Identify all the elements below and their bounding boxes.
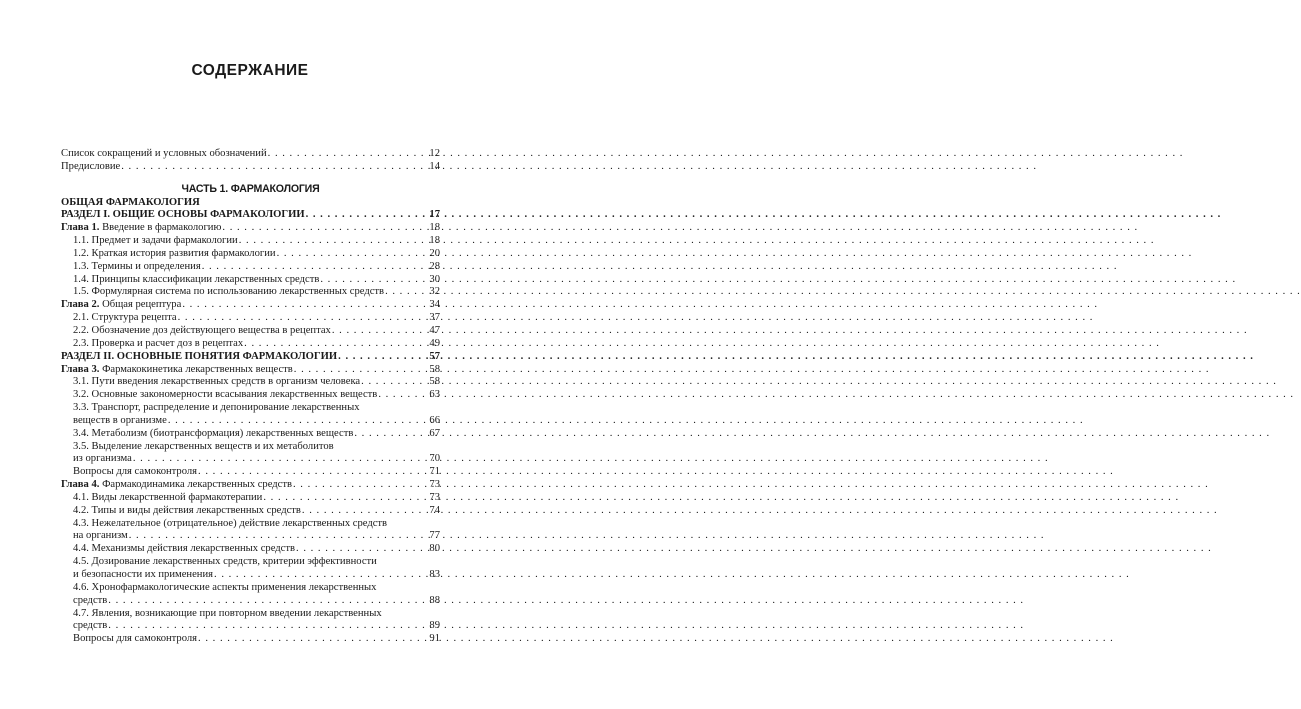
- toc-entry-line: 4.3. Нежелательное (отрицательное) действие лекарственных средств: [73, 517, 388, 529]
- toc-page-number: 28: [429, 260, 440, 272]
- toc-page-number: 67: [429, 427, 440, 439]
- toc-entry-text: Предисловие: [61, 160, 121, 172]
- toc-chapter-3[interactable]: [61, 364, 440, 377]
- toc-page-number: 34: [429, 299, 440, 311]
- leader-dots: [385, 286, 428, 299]
- toc-page-number: 49: [429, 337, 440, 349]
- toc-entry[interactable]: [61, 415, 440, 428]
- toc-entry-text: средств: [73, 594, 108, 606]
- chapter-label: Глава 3.: [61, 363, 100, 375]
- toc-page-number: 18: [429, 222, 440, 234]
- toc-chapter-1[interactable]: [61, 222, 440, 235]
- chapter-label: Глава 4.: [61, 479, 100, 491]
- toc-entry-text: 4.1. Виды лекарственной фармакотерапии: [73, 491, 263, 503]
- toc-entry-text: средств: [73, 620, 108, 632]
- toc-entry-text: 2.2. Обозначение доз действующего вещества в рецептах: [73, 324, 331, 336]
- toc-page-number: 74: [429, 504, 440, 516]
- toc-page-number: 17: [429, 209, 440, 221]
- leader-dots: [133, 453, 429, 466]
- toc-entry-line: 3.3. Транспорт, распределение и депонирование лекарственных: [73, 402, 360, 414]
- toc-entry-text: 1.3. Термины и определения: [73, 260, 201, 272]
- toc-entry-text: 2.1. Структура рецепта: [73, 312, 177, 324]
- toc-entry[interactable]: [61, 325, 440, 338]
- toc-page-number: 57: [429, 350, 440, 362]
- toc-page-number: 58: [429, 376, 440, 388]
- leader-dots: [198, 466, 428, 479]
- toc-page-number: 66: [429, 414, 440, 426]
- general-heading: ОБЩАЯ ФАРМАКОЛОГИЯ: [61, 196, 200, 208]
- leader-dots: [239, 235, 429, 248]
- toc-entry-text: 2.3. Проверка и расчет доз в рецептах: [73, 337, 244, 349]
- toc-page-number: 32: [429, 286, 440, 298]
- toc-page-number: 63: [429, 389, 440, 401]
- toc-entry[interactable]: [61, 376, 440, 389]
- toc-entry-text: из организма: [73, 453, 132, 465]
- toc-entry-text: 3.4. Метаболизм (биотрансформация) лекарственных веществ: [73, 427, 354, 439]
- toc-page-number: 30: [429, 273, 440, 285]
- leader-dots: [129, 530, 429, 543]
- toc-entry-text: [61, 479, 292, 492]
- toc-entry-text: 1.5. Формулярная система по использованию лекарственных средств: [73, 286, 385, 298]
- toc-chapter-2[interactable]: [61, 299, 440, 312]
- toc-section-1[interactable]: [61, 209, 440, 222]
- leader-dots: [338, 351, 428, 364]
- leader-dots: [293, 479, 428, 492]
- toc-page-number: 71: [429, 466, 440, 478]
- toc-entry-text: 1.2. Краткая история развития фармакологии: [73, 247, 276, 259]
- toc-entry[interactable]: [61, 312, 440, 325]
- toc-entry-text: РАЗДЕЛ I. ОБЩИЕ ОСНОВЫ ФАРМАКОЛОГИИ: [61, 209, 305, 221]
- toc-page-number: 83: [429, 569, 440, 580]
- chapter-title: Фармакокинетика лекарственных веществ: [102, 363, 293, 375]
- leader-dots: [244, 338, 428, 351]
- toc-page-number: 47: [429, 324, 440, 336]
- toc-entry-text: 3.1. Пути введения лекарственных средств в организм человека: [73, 376, 361, 388]
- leader-dots: [332, 325, 429, 338]
- leader-dots: [121, 161, 428, 174]
- toc-chapter-4[interactable]: [61, 479, 440, 492]
- leader-dots: [263, 492, 428, 505]
- toc-entry-text: Список сокращений и условных обозначений: [61, 148, 267, 159]
- toc-page-number: 77: [429, 530, 440, 542]
- leader-dots: [378, 389, 428, 402]
- leader-dots: [168, 415, 429, 428]
- leader-dots: [361, 376, 428, 389]
- leader-dots: [214, 569, 428, 582]
- table-of-contents: [61, 148, 440, 646]
- toc-entry[interactable]: [61, 235, 440, 248]
- leader-dots: [354, 428, 428, 441]
- toc-entry[interactable]: [61, 505, 440, 518]
- leader-dots: [277, 248, 429, 261]
- chapter-title: Фармакодинамика лекарственных средств: [102, 479, 292, 491]
- leader-dots: [320, 274, 428, 287]
- toc-entry[interactable]: [61, 248, 440, 261]
- toc-entry-text: 1.1. Предмет и задачи фармакологии: [73, 235, 238, 247]
- leader-dots: [222, 222, 428, 235]
- toc-entry-text: 1.4. Принципы классификации лекарственных средств: [73, 273, 320, 285]
- toc-entry[interactable]: [61, 530, 440, 543]
- toc-entry[interactable]: [61, 453, 440, 466]
- toc-entry[interactable]: [61, 261, 440, 274]
- page-title: СОДЕРЖАНИЕ: [191, 62, 309, 79]
- leader-dots: [182, 299, 428, 312]
- toc-entry[interactable]: [61, 274, 440, 287]
- toc-page-number: 80: [429, 543, 440, 555]
- toc-entry-text: на организм: [73, 530, 128, 542]
- page: [0, 0, 500, 709]
- toc-entry-text: веществ в организме: [73, 414, 167, 426]
- toc-entry-text: 3.2. Основные закономерности всасывания лекарственных веществ: [73, 389, 378, 401]
- toc-entry[interactable]: [61, 620, 440, 633]
- part-heading: ЧАСТЬ 1. ФАРМАКОЛОГИЯ: [181, 182, 320, 195]
- toc-entry-text: [61, 299, 181, 312]
- toc-entry[interactable]: [61, 428, 440, 441]
- toc-entry[interactable]: [61, 569, 440, 582]
- leader-dots: [198, 633, 428, 646]
- toc-entry-text: РАЗДЕЛ II. ОСНОВНЫЕ ПОНЯТИЯ ФАРМАКОЛОГИИ: [61, 350, 338, 362]
- toc-page-number: 70: [429, 453, 440, 465]
- toc-page-number: 20: [429, 247, 440, 259]
- toc-entry[interactable]: [61, 492, 440, 505]
- toc-entry-preface[interactable]: [61, 161, 440, 174]
- toc-entry-text: Вопросы для самоконтроля: [73, 633, 198, 645]
- toc-page-number: 73: [429, 479, 440, 491]
- leader-dots: [178, 312, 429, 325]
- toc-entry-line: 4.6. Хронофармакологические аспекты применения лекарственных: [73, 581, 377, 593]
- toc-page-number: 14: [429, 160, 440, 172]
- toc-entry-line: 4.7. Явления, возникающие при повторном введении лекарственных: [73, 607, 382, 619]
- toc-page-number: 91: [429, 633, 440, 645]
- toc-page-number: 89: [429, 620, 440, 632]
- toc-entry-text: [61, 222, 221, 235]
- toc-entry-text: и безопасности их применения: [73, 569, 214, 580]
- toc-entry-text: Вопросы для самоконтроля: [73, 466, 198, 478]
- toc-entry-line: 4.5. Дозирование лекарственных средств, критерии эффективности: [73, 556, 377, 568]
- leader-dots: [108, 595, 428, 608]
- toc-page-number: 12: [429, 148, 440, 159]
- leader-dots: [202, 261, 429, 274]
- toc-entry-text: [61, 364, 293, 377]
- toc-entry-self-check[interactable]: [61, 466, 440, 479]
- toc-page-number: 37: [429, 312, 440, 324]
- toc-entry[interactable]: [61, 389, 440, 402]
- toc-entry[interactable]: [61, 543, 440, 556]
- toc-entry-self-check[interactable]: [61, 633, 440, 646]
- chapter-title: Введение в фармакологию: [102, 222, 222, 234]
- toc-section-2[interactable]: [61, 351, 440, 364]
- leader-dots: [268, 148, 429, 161]
- toc-entry-text: 4.4. Механизмы действия лекарственных средств: [73, 543, 296, 555]
- toc-page-number: 88: [429, 594, 440, 606]
- toc-page-number: 58: [429, 363, 440, 375]
- leader-dots: [294, 364, 429, 377]
- chapter-label: Глава 2.: [61, 299, 100, 311]
- toc-entry[interactable]: [61, 595, 440, 608]
- leader-dots: [296, 543, 428, 556]
- toc-page-number: 18: [429, 235, 440, 247]
- toc-page-number: 73: [429, 491, 440, 503]
- toc-entry[interactable]: [61, 338, 440, 351]
- leader-dots: [108, 620, 428, 633]
- toc-entry-abbreviations[interactable]: [61, 148, 440, 161]
- leader-dots: [302, 505, 428, 518]
- toc-entry-text: 4.2. Типы и виды действия лекарственных средств: [73, 504, 301, 516]
- toc-entry[interactable]: [61, 286, 440, 299]
- chapter-title: Общая рецептура: [102, 299, 182, 311]
- toc-entry-line: 3.5. Выделение лекарственных веществ и их метаболитов: [73, 440, 334, 452]
- leader-dots: [306, 209, 429, 222]
- chapter-label: Глава 1.: [61, 222, 100, 234]
